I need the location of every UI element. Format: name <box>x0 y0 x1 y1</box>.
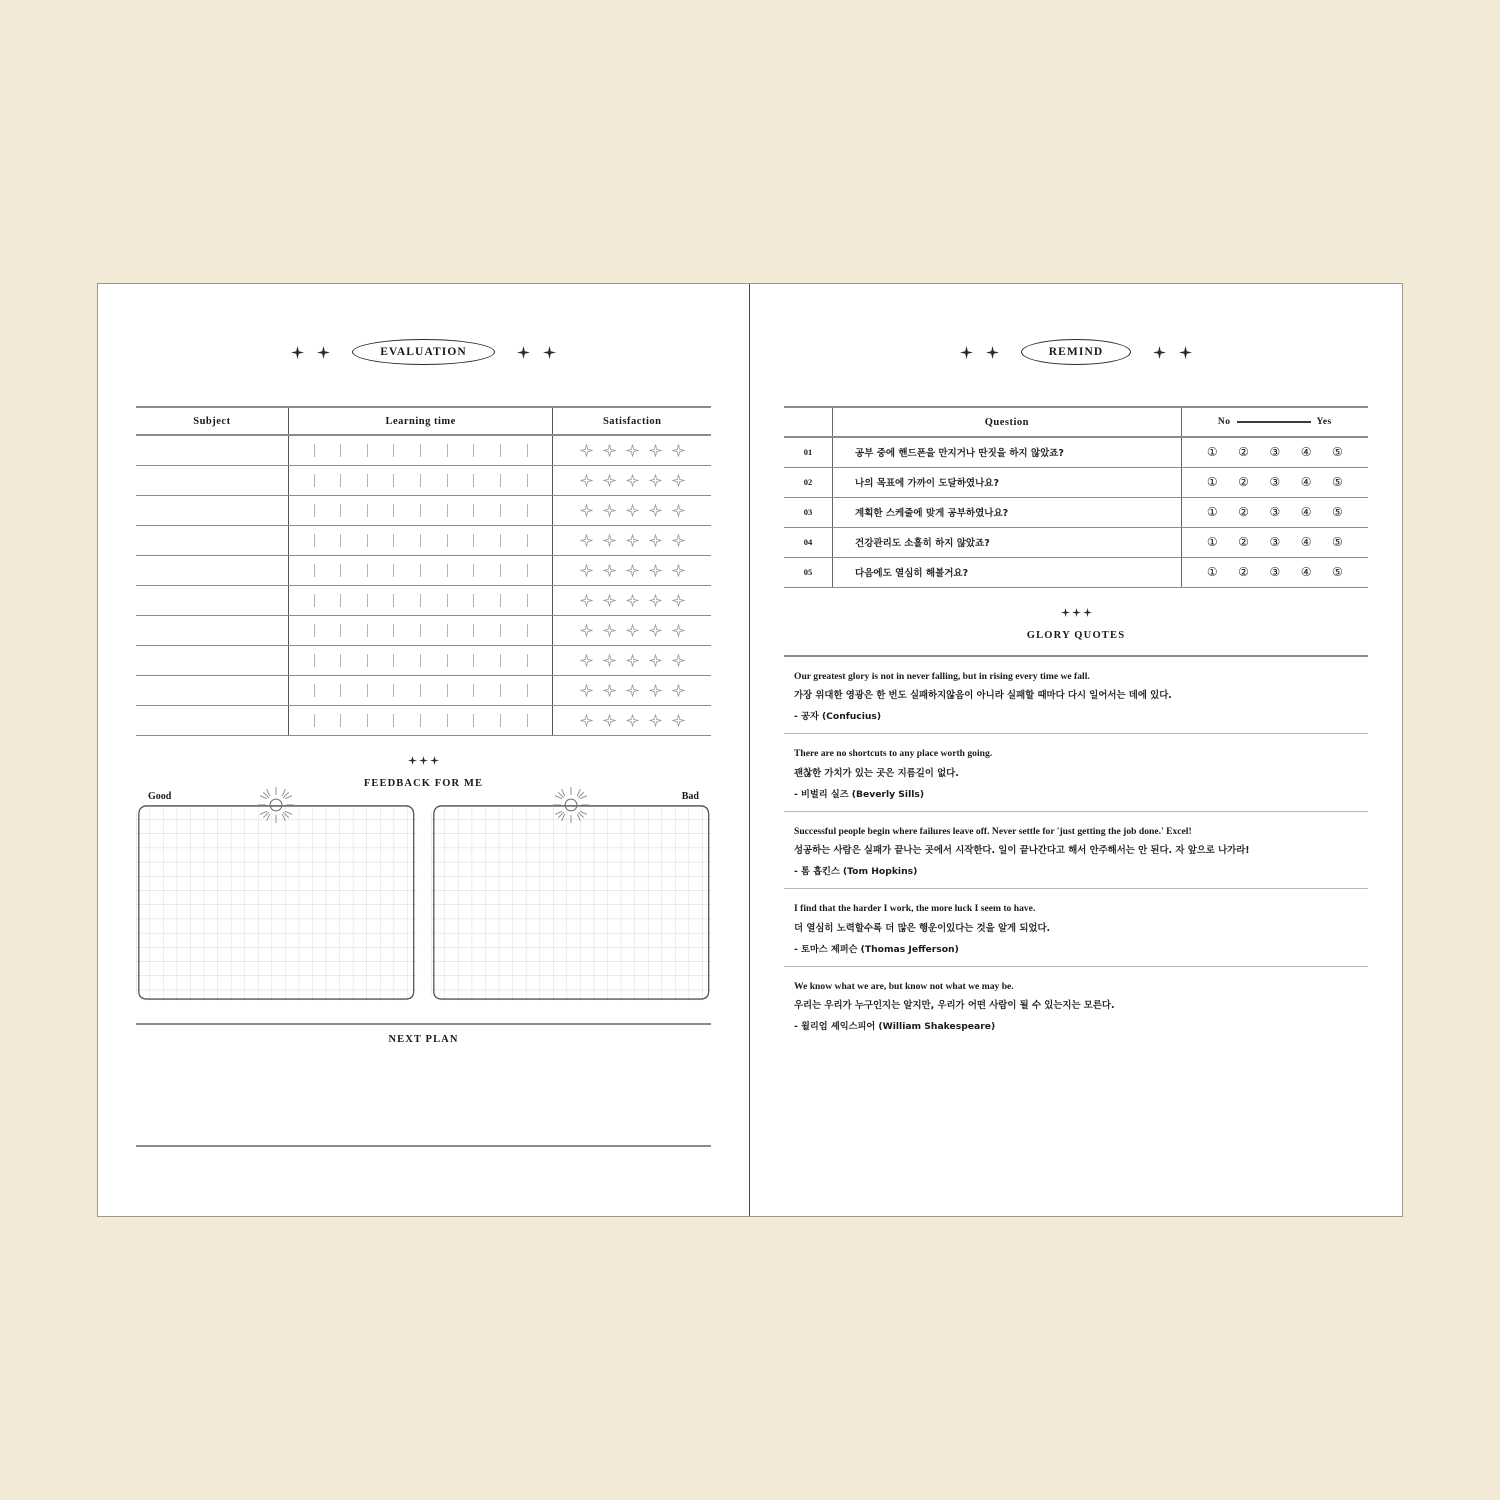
time-tick <box>420 684 421 697</box>
learning-time-cell[interactable] <box>288 495 553 525</box>
subject-cell[interactable] <box>136 675 288 705</box>
satisfaction-star[interactable] <box>649 474 662 487</box>
sparkle-icon <box>317 346 330 359</box>
time-tick <box>367 564 368 577</box>
satisfaction-star[interactable] <box>626 564 639 577</box>
scale-option[interactable]: ① <box>1206 445 1218 460</box>
scale-low-label: No <box>1217 417 1231 427</box>
learning-time-cell[interactable] <box>288 675 553 705</box>
satisfaction-star[interactable] <box>580 534 593 547</box>
time-tick <box>420 444 421 457</box>
scale-option[interactable]: ③ <box>1269 445 1281 460</box>
time-tick <box>447 534 448 547</box>
question-text: 건강관리도 소홀히 하지 않았죠? <box>833 527 1182 557</box>
time-tick <box>367 684 368 697</box>
table-row <box>136 675 711 705</box>
time-tick <box>527 474 528 487</box>
scale-cell <box>1181 497 1368 527</box>
glory-quotes-title: GLORY QUOTES <box>1026 629 1126 641</box>
time-tick <box>527 444 528 457</box>
time-tick <box>420 654 421 667</box>
learning-time-cell[interactable] <box>288 585 553 615</box>
satisfaction-star[interactable] <box>580 624 593 637</box>
time-tick <box>393 474 394 487</box>
evaluation-table-wrap <box>136 406 711 736</box>
table-row <box>136 705 711 735</box>
satisfaction-star[interactable] <box>649 564 662 577</box>
remind-table-body <box>784 437 1368 587</box>
scale-option[interactable]: ③ <box>1269 535 1281 549</box>
table-row <box>784 497 1368 527</box>
satisfaction-cell <box>553 705 711 735</box>
scale-option[interactable]: ⑤ <box>1331 565 1343 579</box>
sparkle-icon <box>291 346 304 359</box>
time-tick <box>500 654 501 667</box>
quote-item <box>784 967 1368 1044</box>
satisfaction-star[interactable] <box>603 564 616 577</box>
feedback-good-box[interactable] <box>136 805 417 1001</box>
table-header-row <box>136 407 711 435</box>
satisfaction-star[interactable] <box>672 624 685 637</box>
scale-option[interactable]: ③ <box>1269 505 1281 519</box>
time-tick <box>527 504 528 517</box>
time-tick <box>340 564 341 577</box>
satisfaction-star[interactable] <box>603 594 616 607</box>
quote-author: - 윌리엄 셰익스피어 (William Shakespeare) <box>794 1021 996 1033</box>
scale-option[interactable]: ② <box>1238 535 1249 549</box>
scale-option[interactable]: ① <box>1206 565 1218 579</box>
time-tick <box>527 534 528 547</box>
feedback-bad-box[interactable] <box>431 805 712 1001</box>
question-number: 03 <box>784 497 833 527</box>
table-row <box>136 615 711 645</box>
time-tick <box>340 474 341 487</box>
time-tick <box>527 624 528 637</box>
quote-english: We know what we are, but know not what we may be. <box>794 980 1014 992</box>
sparkle-icon <box>960 346 973 359</box>
scale-option[interactable]: ④ <box>1300 565 1312 579</box>
right-page <box>750 284 1402 1216</box>
time-tick <box>500 474 501 487</box>
quote-korean: 괜찮한 가치가 있는 곳은 지름길이 없다. <box>794 767 959 779</box>
scale-option[interactable]: ④ <box>1300 505 1312 519</box>
time-tick <box>393 684 394 697</box>
quote-korean: 더 열심히 노력할수록 더 많은 행운이있다는 것을 알게 되었다. <box>794 922 1051 934</box>
learning-time-cell[interactable] <box>288 465 553 495</box>
time-tick <box>473 714 474 727</box>
sparkle-icon <box>1153 346 1166 359</box>
satisfaction-star[interactable] <box>580 654 593 667</box>
time-tick <box>527 654 528 667</box>
planner-spread <box>97 283 1403 1217</box>
satisfaction-star[interactable] <box>626 474 639 487</box>
scale-option[interactable]: ② <box>1238 565 1249 579</box>
scale-cell <box>1181 527 1368 557</box>
time-tick <box>393 564 394 577</box>
next-plan-bottom-rule <box>136 1145 711 1147</box>
time-tick <box>447 444 448 457</box>
quote-english: Successful people begin where failures leave off. Never settle for 'just getting the job done.' Excel! <box>794 825 1192 837</box>
quote-english: There are no shortcuts to any place worth going. <box>794 748 993 760</box>
table-row <box>136 495 711 525</box>
remind-table-wrap <box>784 406 1368 588</box>
satisfaction-star[interactable] <box>580 594 593 607</box>
sparkle-icon <box>986 346 999 359</box>
time-tick <box>420 474 421 487</box>
time-tick <box>367 504 368 517</box>
satisfaction-star[interactable] <box>672 474 685 487</box>
feedback-labels <box>136 791 711 805</box>
satisfaction-star[interactable] <box>672 504 685 517</box>
glory-quotes-list <box>784 655 1368 1044</box>
time-tick <box>367 444 368 457</box>
scale-option[interactable]: ① <box>1206 505 1218 519</box>
satisfaction-star[interactable] <box>649 534 662 547</box>
quote-korean: 가장 위대한 영광은 한 번도 실패하지않음이 아니라 실패할 때마다 다시 일어서는 데에 있다. <box>794 690 1172 702</box>
feedback-boxes <box>136 805 711 1001</box>
evaluation-table <box>136 406 711 736</box>
table-header-row <box>784 407 1368 437</box>
quote-item <box>784 734 1368 811</box>
satisfaction-star[interactable] <box>626 654 639 667</box>
question-text: 계획한 스케줄에 맞게 공부하였나요? <box>833 497 1182 527</box>
scale-line <box>1237 421 1311 422</box>
satisfaction-star[interactable] <box>580 564 593 577</box>
time-tick <box>473 684 474 697</box>
quote-item <box>784 812 1368 889</box>
time-tick <box>314 684 315 697</box>
time-tick <box>340 534 341 547</box>
scale-option[interactable]: ② <box>1238 505 1249 519</box>
satisfaction-star[interactable] <box>580 684 593 697</box>
column-header-satisfaction: Satisfaction <box>553 407 711 435</box>
time-tick <box>340 654 341 667</box>
time-tick <box>314 444 315 457</box>
time-tick <box>420 714 421 727</box>
satisfaction-cell <box>553 495 711 525</box>
satisfaction-star[interactable] <box>672 564 685 577</box>
quote-author: - 토마스 제퍼슨 (Thomas Jefferson) <box>794 943 959 955</box>
question-number: 05 <box>784 557 833 587</box>
satisfaction-star[interactable] <box>580 474 593 487</box>
time-tick <box>420 504 421 517</box>
subject-cell[interactable] <box>136 495 288 525</box>
satisfaction-star[interactable] <box>626 534 639 547</box>
satisfaction-star[interactable] <box>603 534 616 547</box>
quote-author: - 공자 (Confucius) <box>794 711 882 723</box>
subject-cell[interactable] <box>136 465 288 495</box>
sun-icon <box>257 786 295 824</box>
time-tick <box>447 684 448 697</box>
learning-time-cell[interactable] <box>288 615 553 645</box>
time-tick <box>473 504 474 517</box>
time-tick <box>367 624 368 637</box>
time-tick <box>447 624 448 637</box>
scale-option[interactable]: ④ <box>1300 475 1312 489</box>
time-tick <box>527 564 528 577</box>
question-text: 나의 목표에 가까이 도달하였나요? <box>833 467 1182 497</box>
next-plan-writing-area[interactable] <box>136 1045 711 1145</box>
time-tick <box>447 564 448 577</box>
time-tick <box>473 474 474 487</box>
quote-author: - 비벌리 실즈 (Beverly Sills) <box>794 788 925 800</box>
page-title-badge: EVALUATION <box>352 339 495 365</box>
quote-author: - 톰 홉킨스 (Tom Hopkins) <box>794 866 918 878</box>
table-row <box>136 585 711 615</box>
triple-sparkle-divider <box>98 752 749 770</box>
quote-item <box>784 889 1368 966</box>
satisfaction-star[interactable] <box>603 684 616 697</box>
scale-option[interactable]: ⑤ <box>1331 475 1343 489</box>
satisfaction-star[interactable] <box>672 594 685 607</box>
table-row <box>784 467 1368 497</box>
satisfaction-star[interactable] <box>626 624 639 637</box>
scale-cell <box>1181 467 1368 497</box>
column-header-learning-time: Learning time <box>288 407 553 435</box>
quote-english: Our greatest glory is not in never falling, but in rising every time we fall. <box>794 670 1090 682</box>
scale-option[interactable]: ③ <box>1269 565 1281 579</box>
time-tick <box>314 534 315 547</box>
satisfaction-cell <box>553 435 711 465</box>
satisfaction-cell <box>553 525 711 555</box>
table-row <box>136 525 711 555</box>
time-tick <box>367 714 368 727</box>
time-tick <box>393 534 394 547</box>
subject-cell[interactable] <box>136 435 288 465</box>
satisfaction-cell <box>553 615 711 645</box>
feedback-good-grid <box>136 805 417 1001</box>
scale-option[interactable]: ① <box>1206 475 1218 489</box>
satisfaction-star[interactable] <box>626 444 639 457</box>
satisfaction-star[interactable] <box>626 504 639 517</box>
satisfaction-star[interactable] <box>649 714 662 727</box>
scale-option[interactable]: ⑤ <box>1331 505 1343 519</box>
time-tick <box>420 534 421 547</box>
satisfaction-star[interactable] <box>603 624 616 637</box>
scale-cell <box>1181 557 1368 587</box>
time-tick <box>473 624 474 637</box>
remind-table <box>784 406 1368 588</box>
time-tick <box>393 654 394 667</box>
time-tick <box>340 684 341 697</box>
time-tick <box>527 714 528 727</box>
time-tick <box>340 594 341 607</box>
column-header-subject: Subject <box>136 407 288 435</box>
quote-korean: 우리는 우리가 누구인지는 알지만, 우리가 어떤 사람이 될 수 있는지는 모른다. <box>794 1000 1115 1012</box>
scale-option[interactable]: ⑤ <box>1331 535 1343 549</box>
feedback-bad-grid <box>431 805 712 1001</box>
satisfaction-cell <box>553 555 711 585</box>
time-tick <box>447 594 448 607</box>
column-header-number <box>784 407 833 437</box>
time-tick <box>367 594 368 607</box>
subject-cell[interactable] <box>136 525 288 555</box>
subject-cell[interactable] <box>136 585 288 615</box>
subject-cell[interactable] <box>136 555 288 585</box>
feedback-bad-label: Bad <box>681 790 699 802</box>
quote-english: I find that the harder I work, the more luck I seem to have. <box>794 903 1036 915</box>
time-tick <box>314 624 315 637</box>
time-tick <box>473 534 474 547</box>
time-tick <box>447 504 448 517</box>
question-number: 01 <box>784 437 833 467</box>
time-tick <box>500 564 501 577</box>
satisfaction-star[interactable] <box>580 504 593 517</box>
quote-korean: 성공하는 사람은 실패가 끝나는 곳에서 시작한다. 일이 끝나간다고 해서 안주해서는 안 된다. 자 앞으로 나가라! <box>794 845 1250 857</box>
time-tick <box>420 624 421 637</box>
time-tick <box>340 444 341 457</box>
feedback-title: FEEDBACK FOR ME <box>363 777 484 789</box>
time-tick <box>447 654 448 667</box>
left-page <box>98 284 750 1216</box>
evaluation-header <box>98 339 749 365</box>
time-tick <box>500 444 501 457</box>
satisfaction-star[interactable] <box>672 684 685 697</box>
feedback-good-label: Good <box>148 790 172 802</box>
satisfaction-star[interactable] <box>603 504 616 517</box>
column-header-question: Question <box>833 407 1182 437</box>
time-tick <box>473 564 474 577</box>
time-tick <box>393 714 394 727</box>
scale-option[interactable]: ⑤ <box>1331 445 1343 460</box>
satisfaction-star[interactable] <box>672 534 685 547</box>
satisfaction-cell <box>553 645 711 675</box>
satisfaction-star[interactable] <box>649 504 662 517</box>
satisfaction-star[interactable] <box>672 714 685 727</box>
question-text: 공부 중에 핸드폰을 만지거나 딴짓을 하지 않았죠? <box>833 437 1182 467</box>
satisfaction-star[interactable] <box>649 444 662 457</box>
learning-time-cell[interactable] <box>288 645 553 675</box>
time-tick <box>393 594 394 607</box>
satisfaction-star[interactable] <box>672 654 685 667</box>
time-tick <box>527 594 528 607</box>
satisfaction-star[interactable] <box>603 654 616 667</box>
subject-cell[interactable] <box>136 645 288 675</box>
satisfaction-cell <box>553 465 711 495</box>
time-tick <box>500 534 501 547</box>
time-tick <box>314 474 315 487</box>
time-tick <box>314 714 315 727</box>
time-tick <box>420 564 421 577</box>
time-tick <box>340 504 341 517</box>
scale-option[interactable]: ③ <box>1269 475 1281 489</box>
subject-cell[interactable] <box>136 705 288 735</box>
time-tick <box>393 504 394 517</box>
satisfaction-star[interactable] <box>626 594 639 607</box>
next-plan-section <box>136 1023 711 1148</box>
time-tick <box>340 714 341 727</box>
time-tick <box>367 654 368 667</box>
time-tick <box>500 714 501 727</box>
satisfaction-star[interactable] <box>626 714 639 727</box>
scale-cell <box>1181 437 1368 467</box>
satisfaction-star[interactable] <box>672 444 685 457</box>
time-tick <box>340 624 341 637</box>
question-number: 02 <box>784 467 833 497</box>
satisfaction-star[interactable] <box>626 684 639 697</box>
time-tick <box>527 684 528 697</box>
sparkle-icon <box>543 346 556 359</box>
time-tick <box>447 714 448 727</box>
time-tick <box>500 504 501 517</box>
scale-high-label: Yes <box>1316 417 1332 427</box>
satisfaction-star[interactable] <box>603 444 616 457</box>
question-text: 다음에도 열심히 해볼거요? <box>833 557 1182 587</box>
time-tick <box>500 624 501 637</box>
page-title-badge: REMIND <box>1021 339 1132 365</box>
time-tick <box>500 684 501 697</box>
satisfaction-cell <box>553 585 711 615</box>
sparkle-icon <box>1179 346 1192 359</box>
sun-icon <box>552 786 590 824</box>
time-tick <box>314 594 315 607</box>
scale-option[interactable]: ④ <box>1300 535 1312 549</box>
triple-sparkle-divider <box>750 604 1402 622</box>
scale-option[interactable]: ④ <box>1300 445 1312 460</box>
satisfaction-cell <box>553 675 711 705</box>
time-tick <box>473 654 474 667</box>
table-row <box>136 465 711 495</box>
time-tick <box>393 444 394 457</box>
time-tick <box>367 534 368 547</box>
learning-time-cell[interactable] <box>288 525 553 555</box>
scale-option[interactable]: ① <box>1206 535 1218 549</box>
time-tick <box>447 474 448 487</box>
satisfaction-star[interactable] <box>603 474 616 487</box>
question-number: 04 <box>784 527 833 557</box>
satisfaction-star[interactable] <box>580 714 593 727</box>
satisfaction-star[interactable] <box>603 714 616 727</box>
scale-option[interactable]: ② <box>1238 445 1249 460</box>
time-tick <box>500 594 501 607</box>
time-tick <box>393 624 394 637</box>
time-tick <box>473 444 474 457</box>
scale-option[interactable]: ② <box>1238 475 1249 489</box>
learning-time-cell[interactable] <box>288 435 553 465</box>
table-row <box>136 645 711 675</box>
subject-cell[interactable] <box>136 615 288 645</box>
time-tick <box>420 594 421 607</box>
next-plan-title: NEXT PLAN <box>388 1033 459 1045</box>
time-tick <box>314 564 315 577</box>
quote-item <box>784 657 1368 734</box>
sparkle-icon <box>517 346 530 359</box>
time-tick <box>367 474 368 487</box>
time-tick <box>314 654 315 667</box>
satisfaction-star[interactable] <box>649 624 662 637</box>
satisfaction-star[interactable] <box>649 654 662 667</box>
time-tick <box>314 504 315 517</box>
table-row <box>136 435 711 465</box>
table-row <box>784 557 1368 587</box>
learning-time-cell[interactable] <box>288 555 553 585</box>
learning-time-cell[interactable] <box>288 705 553 735</box>
table-row <box>784 437 1368 467</box>
time-tick <box>473 594 474 607</box>
column-header-scale <box>1181 407 1368 437</box>
remind-header <box>750 339 1402 365</box>
satisfaction-star[interactable] <box>649 684 662 697</box>
satisfaction-star[interactable] <box>649 594 662 607</box>
satisfaction-star[interactable] <box>580 444 593 457</box>
table-row <box>784 527 1368 557</box>
evaluation-table-body <box>136 435 711 735</box>
table-row <box>136 555 711 585</box>
